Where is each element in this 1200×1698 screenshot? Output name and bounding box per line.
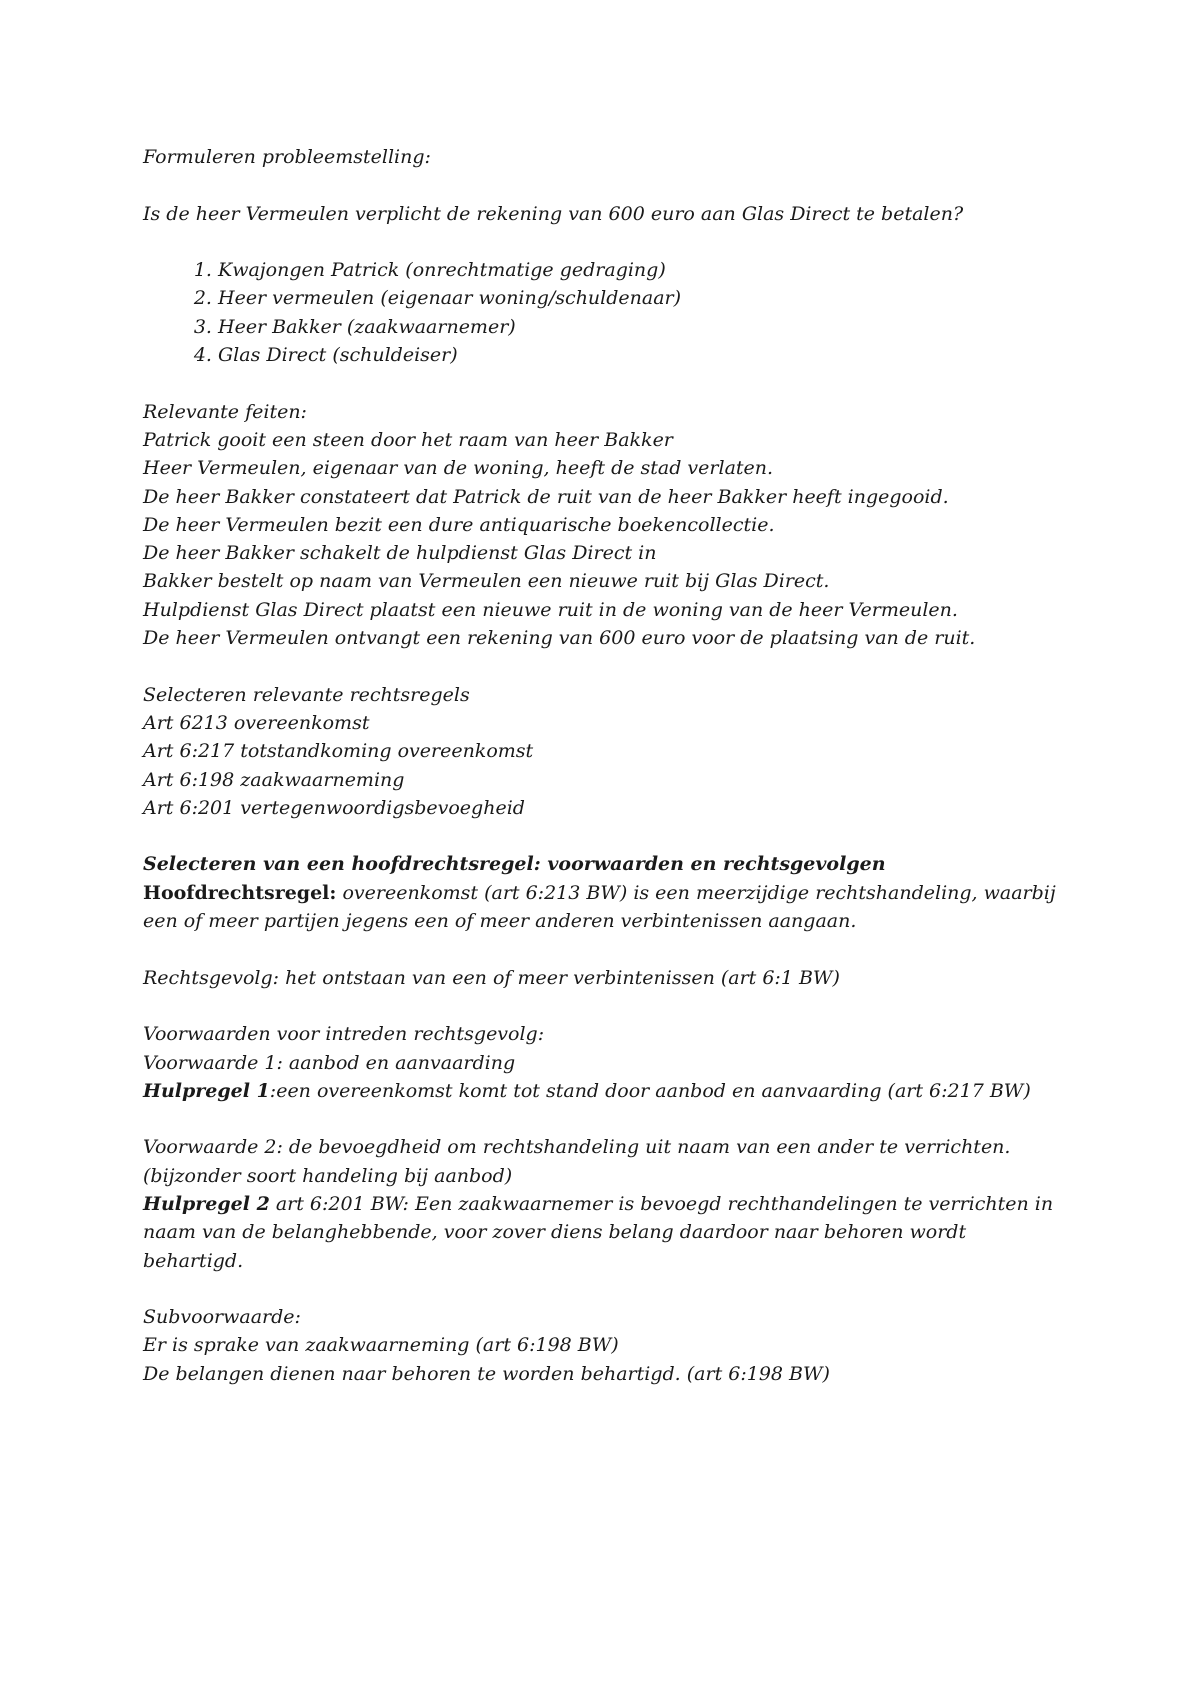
fact-line: Hulpdienst Glas Direct plaatst een nieuwe ruit in de woning van de heer Vermeulen.: [143, 598, 958, 621]
fact-line: De heer Vermeulen ontvangt een rekening van 600 euro voor de plaatsing van de ruit.: [143, 627, 976, 650]
fact-line: Bakker bestelt op naam van Vermeulen een nieuwe ruit bij Glas Direct.: [143, 570, 830, 593]
list-item: 3. Heer Bakker (zaakwaarnemer): [218, 313, 1063, 341]
condition-2-note: (bijzonder soort handeling bij aanbod): [143, 1164, 513, 1187]
main-rule-section: [143, 850, 1063, 935]
facts-heading: Relevante feiten:: [143, 400, 307, 423]
subcondition-line: Er is sprake van zaakwaarneming (art 6:198 BW): [143, 1334, 619, 1357]
rules-heading: Selecteren relevante rechtsregels: [143, 683, 470, 706]
problem-question: Is de heer Vermeulen verplicht de rekening van 600 euro aan Glas Direct te betalen?: [143, 202, 964, 225]
fact-line: De heer Bakker schakelt de hulpdienst Glas Direct in: [143, 542, 657, 565]
subcondition-section: [143, 1303, 1063, 1388]
aux-rule-2-label: Hulpregel 2: [143, 1192, 270, 1215]
fact-line: De heer Bakker constateert dat Patrick de ruit van de heer Bakker heeft ingegooid.: [143, 485, 949, 508]
rule-line: Art 6213 overeenkomst: [143, 711, 370, 734]
fact-line: De heer Vermeulen bezit een dure antiquarische boekencollectie.: [143, 513, 775, 536]
conditions-section-1: [143, 1020, 1063, 1105]
fact-line: Heer Vermeulen, eigenaar van de woning, heeft de stad verlaten.: [143, 457, 774, 480]
problem-heading: Formuleren probleemstelling:: [143, 146, 431, 168]
condition-1: Voorwaarde 1: aanbod en aanvaarding: [143, 1051, 516, 1074]
aux-rule-1-text: :een overeenkomst komt tot stand door aanbod en aanvaarding (art 6:217 BW): [269, 1079, 1031, 1102]
list-item: 4. Glas Direct (schuldeiser): [218, 341, 1063, 369]
aux-rule-2-text: art 6:201 BW: Een zaakwaarnemer is bevoegd rechthandelingen te verrichten in naam van de belanghebbende, voor zover diens belang daardoor naar behoren wordt behartigd.: [143, 1192, 1054, 1272]
main-rule-label: Hoofdrechtsregel:: [143, 881, 337, 904]
aux-rule-1-label: Hulpregel 1: [143, 1079, 270, 1102]
parties-list: [143, 256, 1063, 369]
facts-section: [143, 398, 1063, 653]
conditions-section-2: [143, 1133, 1063, 1274]
conditions-heading: Voorwaarden voor intreden rechtsgevolg:: [143, 1023, 545, 1046]
rule-line: Art 6:198 zaakwaarneming: [143, 768, 405, 791]
document-body: [143, 143, 1063, 1388]
rule-line: Art 6:201 vertegenwoordigsbevoegheid: [143, 796, 525, 819]
consequence-text: Rechtsgevolg: het ontstaan van een of meer verbintenissen (art 6:1 BW): [143, 966, 840, 989]
condition-2: Voorwaarde 2: de bevoegdheid om rechtshandeling uit naam van een ander te verrichten.: [143, 1136, 1011, 1159]
main-rule-text: overeenkomst (art 6:213 BW) is een meerzijdige rechtshandeling, waarbij een of meer partijen jegens een of meer anderen verbintenissen aangaan.: [143, 881, 1056, 933]
subcondition-line: De belangen dienen naar behoren te worden behartigd. (art 6:198 BW): [143, 1362, 830, 1385]
rules-section: [143, 681, 1063, 822]
main-rule-heading: Selecteren van een hoofdrechtsregel: voorwaarden en rechtsgevolgen: [143, 853, 886, 876]
list-item: 1. Kwajongen Patrick (onrechtmatige gedraging): [218, 256, 1063, 284]
fact-line: Patrick gooit een steen door het raam van heer Bakker: [143, 428, 673, 451]
subcondition-heading: Subvoorwaarde:: [143, 1306, 301, 1329]
rule-line: Art 6:217 totstandkoming overeenkomst: [143, 740, 534, 763]
list-item: 2. Heer vermeulen (eigenaar woning/schuldenaar): [218, 284, 1063, 312]
